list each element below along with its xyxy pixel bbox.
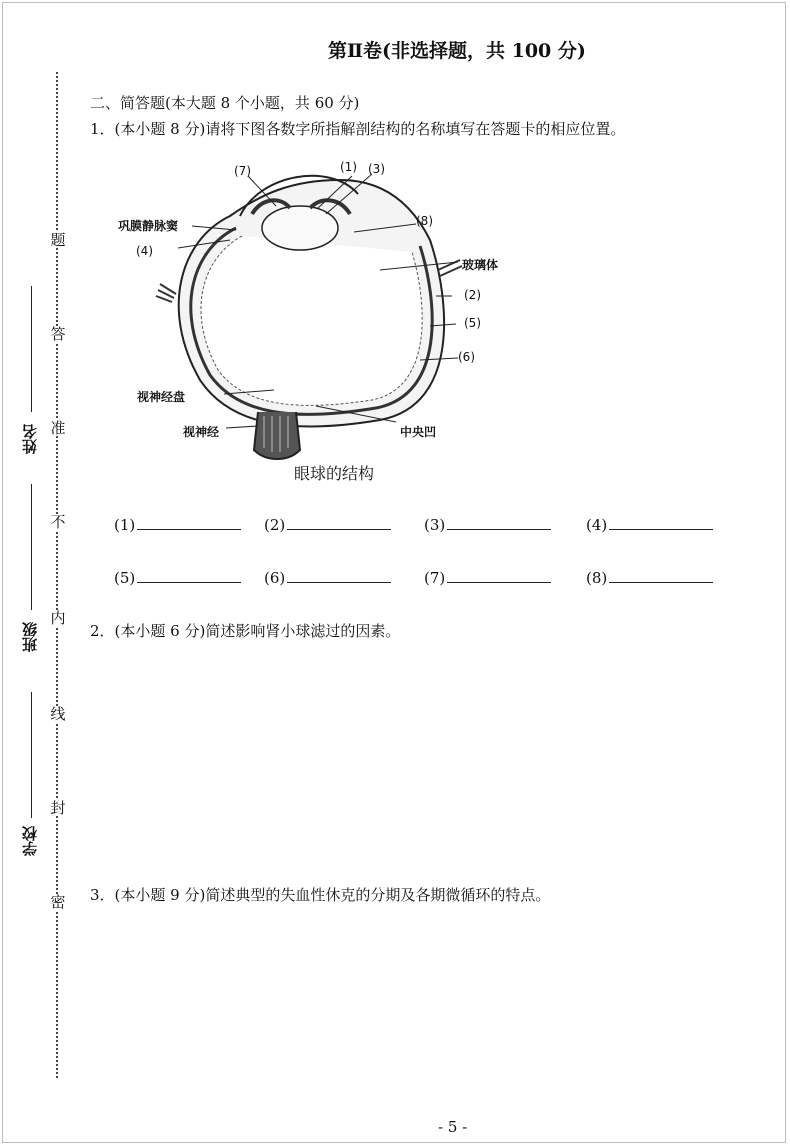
seal-mark: 不 (50, 513, 66, 531)
answer-blank-6[interactable]: (6) (264, 568, 391, 587)
answer-blank-4[interactable]: (4) (586, 515, 713, 534)
label-n2: (2) (464, 288, 481, 302)
label-n7: (7) (234, 164, 251, 178)
name-underline (31, 286, 32, 412)
seal-mark: 题 (50, 231, 66, 249)
name-field-label: 姓名 (21, 424, 39, 454)
label-n4: (4) (136, 244, 153, 258)
seal-mark: 准 (50, 419, 66, 437)
label-n5: (5) (464, 316, 481, 330)
seal-mark: 内 (50, 609, 66, 627)
question-1: 1．(本小题 8 分)请将下图各数字所指解剖结构的名称填写在答题卡的相应位置。 (90, 120, 626, 138)
seal-mark: 线 (50, 705, 66, 723)
part-heading: 二、简答题(本大题 8 个小题，共 60 分) (90, 94, 360, 112)
label-optic-disc: 视神经盘 (137, 390, 186, 404)
seal-mark: 封 (50, 799, 66, 817)
question-2: 2．(本小题 6 分)简述影响肾小球滤过的因素。 (90, 622, 401, 640)
label-fovea: 中央凹 (400, 425, 437, 439)
seal-mark: 密 (50, 893, 66, 911)
answer-blank-8[interactable]: (8) (586, 568, 713, 587)
class-field-label: 班级 (21, 622, 39, 652)
label-n3: (3) (368, 162, 385, 176)
section-title: 第Ⅱ卷(非选择题，共 100 分) (328, 40, 586, 62)
eyeball-diagram (140, 150, 540, 470)
answer-blank-3[interactable]: (3) (424, 515, 551, 534)
label-vitreous-body: 玻璃体 (462, 258, 499, 272)
figure-caption: 眼球的结构 (294, 464, 375, 483)
answer-blank-7[interactable]: (7) (424, 568, 551, 587)
seal-dotted-line (56, 72, 58, 1078)
label-n8: (8) (416, 214, 433, 228)
seal-mark: 答 (50, 325, 66, 343)
school-underline (31, 692, 32, 818)
binding-margin (0, 0, 80, 1147)
label-n1: (1) (340, 160, 357, 174)
answer-blank-2[interactable]: (2) (264, 515, 391, 534)
label-n6: (6) (458, 350, 475, 364)
label-optic-nerve: 视神经 (183, 425, 220, 439)
answer-blank-1[interactable]: (1) (114, 515, 241, 534)
school-field-label: 学校 (21, 826, 39, 856)
class-underline (31, 484, 32, 610)
answer-blank-5[interactable]: (5) (114, 568, 241, 587)
label-scleral-venous-sinus: 巩膜静脉窦 (118, 219, 179, 233)
page-number: - 5 - (438, 1118, 468, 1136)
question-3: 3．(本小题 9 分)简述典型的失血性休克的分期及各期微循环的特点。 (90, 886, 551, 904)
